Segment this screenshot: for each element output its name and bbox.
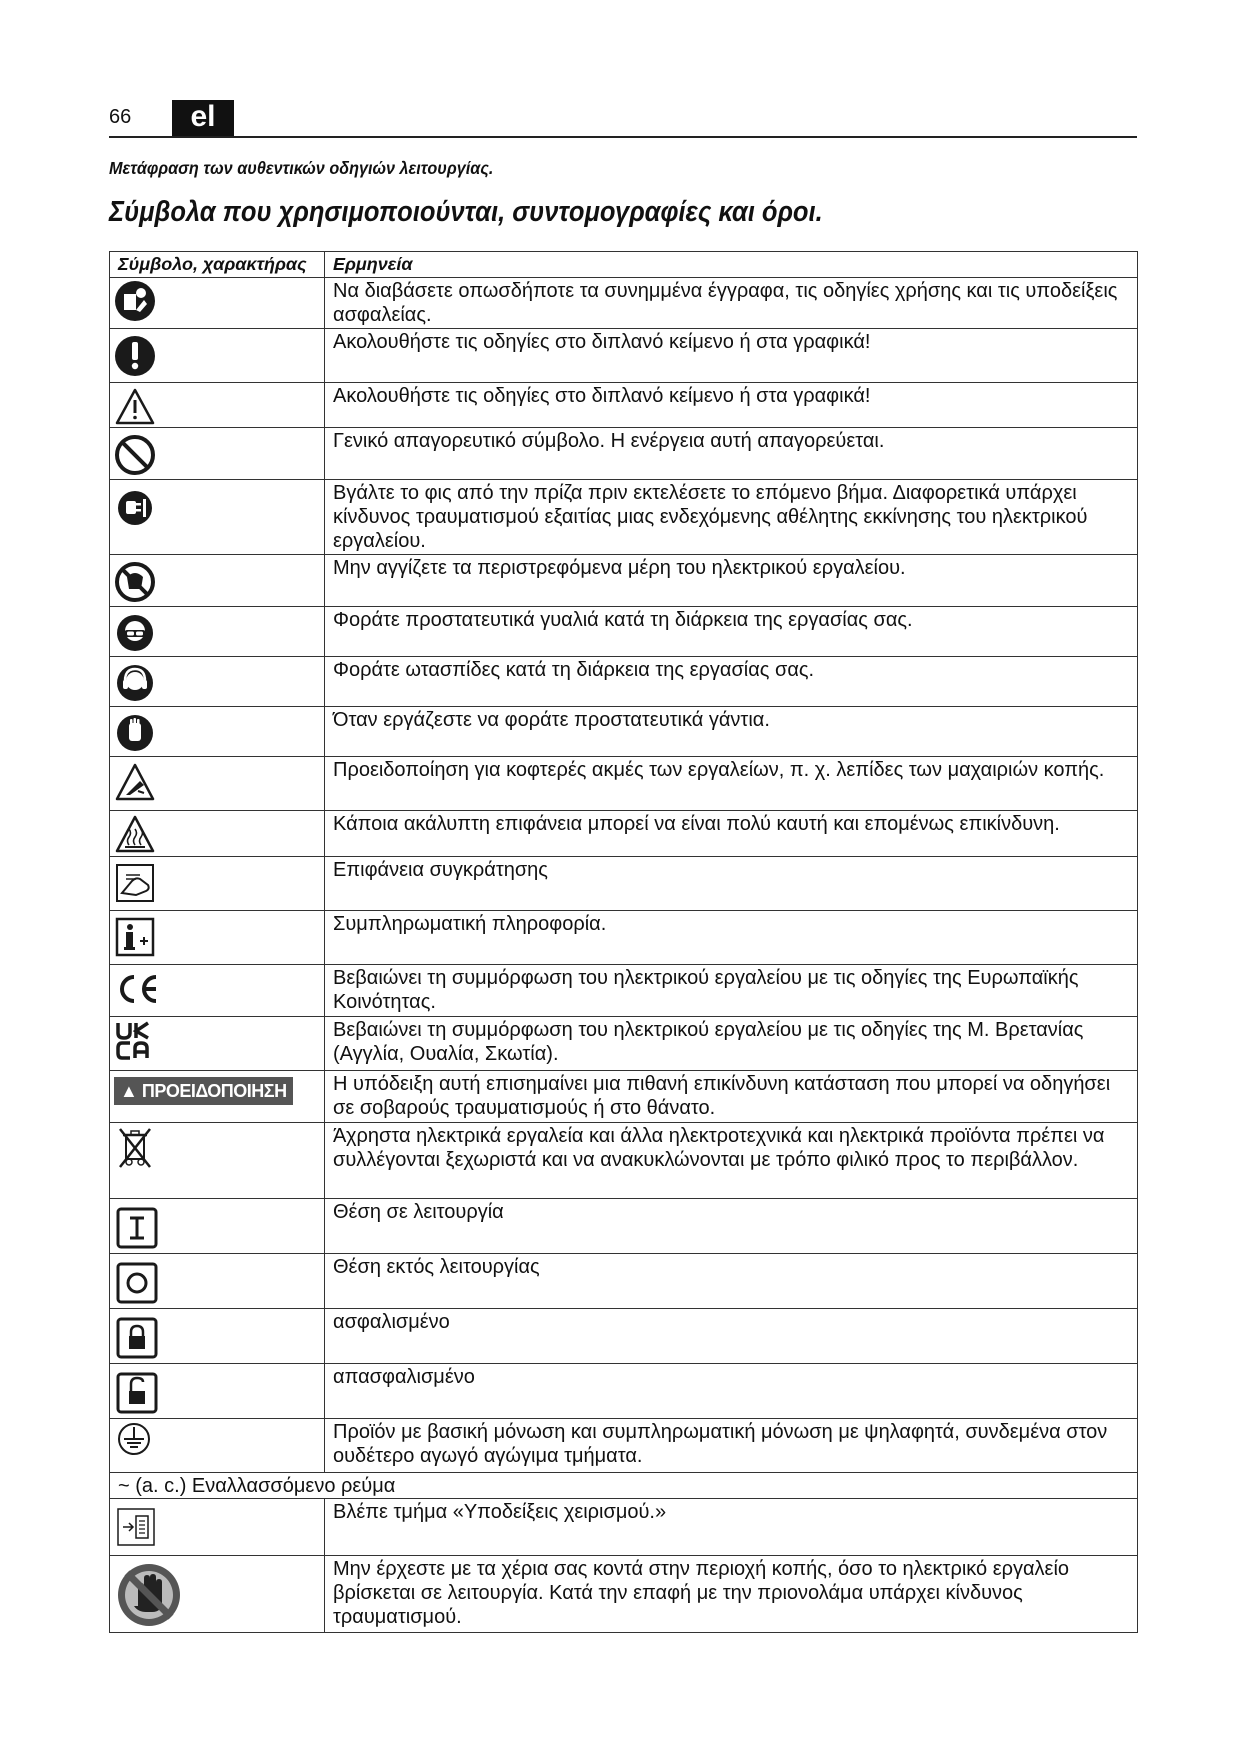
row-text: Όταν εργάζεστε να φοράτε προστατευτικά γάντια.	[325, 707, 1138, 757]
warning-triangle-icon	[110, 383, 325, 428]
symbols-table	[109, 251, 1138, 1633]
row-text: Επιφάνεια συγκράτησης	[325, 857, 1138, 911]
table-row	[110, 707, 1138, 757]
ukca-mark-icon	[110, 1017, 325, 1071]
row-text: Κάποια ακάλυπτη επιφάνεια μπορεί να είναι πολύ καυτή και επομένως επικίνδυνη.	[325, 811, 1138, 857]
table-row	[110, 811, 1138, 857]
exclamation-circle-icon	[110, 329, 325, 383]
row-text: Θέση εκτός λειτουργίας	[325, 1254, 1138, 1309]
warning-badge-icon	[110, 1071, 325, 1123]
earth-ground-icon	[110, 1419, 325, 1473]
column-header-meaning: Ερμηνεία	[325, 252, 1138, 278]
row-text: Να διαβάσετε οπωσδήποτε τα συνημμένα έγγραφα, τις οδηγίες χρήσης και τις υποδείξεις ασφαλείας.	[325, 278, 1138, 329]
header-rule	[109, 136, 1137, 138]
read-documents-icon	[110, 278, 325, 329]
table-row	[110, 329, 1138, 383]
unlocked-icon	[110, 1364, 325, 1419]
table-row	[110, 1254, 1138, 1309]
power-on-icon	[110, 1199, 325, 1254]
alternating-current-note: ~ (a. c.) Εναλλασσόμενο ρεύμα	[110, 1473, 1138, 1499]
table-row	[110, 1499, 1138, 1556]
row-text: Προϊόν με βασική μόνωση και συμπληρωματική μόνωση με ψηλαφητά, συνδεμένα στον ουδέτερο αγωγό αγώγιμα τμήματα.	[325, 1419, 1138, 1473]
row-text: Μην αγγίζετε τα περιστρεφόμενα μέρη του ηλεκτρικού εργαλείου.	[325, 555, 1138, 607]
table-row	[110, 857, 1138, 911]
weee-bin-icon	[110, 1123, 325, 1199]
row-text: Βεβαιώνει τη συμμόρφωση του ηλεκτρικού εργαλείου με τις οδηγίες της Μ. Βρετανίας (Αγγλία, Ουαλία, Σκωτία).	[325, 1017, 1138, 1071]
row-text: Βεβαιώνει τη συμμόρφωση του ηλεκτρικού εργαλείου με τις οδηγίες της Ευρωπαϊκής Κοινότητας.	[325, 965, 1138, 1017]
power-off-icon	[110, 1254, 325, 1309]
prohibition-icon	[110, 428, 325, 480]
table-row	[110, 1071, 1138, 1123]
language-tab: el	[172, 100, 234, 136]
row-text: Γενικό απαγορευτικό σύμβολο. Η ενέργεια αυτή απαγορεύεται.	[325, 428, 1138, 480]
table-row	[110, 555, 1138, 607]
table-row	[110, 278, 1138, 329]
table-row	[110, 383, 1138, 428]
document-subtitle: Μετάφραση των αυθεντικών οδηγιών λειτουργίας.	[109, 158, 494, 178]
see-section-icon	[110, 1499, 325, 1556]
column-header-symbol: Σύμβολο, χαρακτήρας	[110, 252, 325, 278]
ce-mark-icon	[110, 965, 325, 1017]
row-text: Θέση σε λειτουργία	[325, 1199, 1138, 1254]
table-row	[110, 911, 1138, 965]
row-text: Βλέπε τμήμα «Υποδείξεις χειρισμού.»	[325, 1499, 1138, 1556]
table-header-row	[110, 252, 1138, 278]
sharp-edge-warning-icon	[110, 757, 325, 811]
row-text: Βγάλτε το φις από την πρίζα πριν εκτελέσετε το επόμενο βήμα. Διαφορετικά υπάρχει κίνδυνος τραυματισμού εξαιτίας μιας ενδεχόμενης αθέλητης εκκίνησης του ηλεκτρικού εργαλείου.	[325, 480, 1138, 555]
row-text: Φοράτε προστατευτικά γυαλιά κατά τη διάρκεια της εργασίας σας.	[325, 607, 1138, 657]
table-row	[110, 1364, 1138, 1419]
page-number: 66	[109, 106, 132, 128]
table-row	[110, 1017, 1138, 1071]
unplug-icon	[110, 480, 325, 555]
warning-label: ▲ ΠΡΟΕΙΔΟΠΟΙΗΣΗ	[114, 1077, 293, 1105]
locked-icon	[110, 1309, 325, 1364]
table-row	[110, 1473, 1138, 1499]
table-row	[110, 1123, 1138, 1199]
keep-hands-away-icon	[110, 1556, 325, 1633]
row-text: Μην έρχεστε με τα χέρια σας κοντά στην περιοχή κοπής, όσο το ηλεκτρικό εργαλείο βρίσκεται σε λειτουργία. Κατά την επαφή με την πριονολάμα υπάρχει κίνδυνος τραυματισμού.	[325, 1556, 1138, 1633]
row-text: Η υπόδειξη αυτή επισημαίνει μια πιθανή επικίνδυνη κατάσταση που μπορεί να οδηγήσει σε σοβαρούς τραυματισμούς ή στο θάνατο.	[325, 1071, 1138, 1123]
table-row	[110, 1419, 1138, 1473]
row-text: Συμπληρωματική πληροφορία.	[325, 911, 1138, 965]
table-row	[110, 428, 1138, 480]
table-row	[110, 757, 1138, 811]
table-row	[110, 607, 1138, 657]
table-row	[110, 965, 1138, 1017]
table-row	[110, 657, 1138, 707]
grip-surface-icon	[110, 857, 325, 911]
table-row	[110, 1556, 1138, 1633]
row-text: Φοράτε ωτασπίδες κατά τη διάρκεια της εργασίας σας.	[325, 657, 1138, 707]
table-row	[110, 1309, 1138, 1364]
do-not-touch-rotating-icon	[110, 555, 325, 607]
table-row	[110, 480, 1138, 555]
ear-protection-icon	[110, 657, 325, 707]
row-text: Προειδοποίηση για κοφτερές ακμές των εργαλείων, π. χ. λεπίδες των μαχαιριών κοπής.	[325, 757, 1138, 811]
table-row	[110, 1199, 1138, 1254]
info-plus-icon	[110, 911, 325, 965]
hot-surface-warning-icon	[110, 811, 325, 857]
safety-goggles-icon	[110, 607, 325, 657]
row-text: Ακολουθήστε τις οδηγίες στο διπλανό κείμενο ή στα γραφικά!	[325, 383, 1138, 428]
section-heading: Σύμβολα που χρησιμοποιούνται, συντομογραφίες και όροι.	[109, 196, 823, 228]
row-text: Ακολουθήστε τις οδηγίες στο διπλανό κείμενο ή στα γραφικά!	[325, 329, 1138, 383]
gloves-icon	[110, 707, 325, 757]
row-text: Άχρηστα ηλεκτρικά εργαλεία και άλλα ηλεκτροτεχνικά και ηλεκτρικά προϊόντα πρέπει να συλλέγονται ξεχωριστά και να ανακυκλώνονται με τρόπο φιλικό προς το περιβάλλον.	[325, 1123, 1138, 1199]
row-text: απασφαλισμένο	[325, 1364, 1138, 1419]
row-text: ασφαλισμένο	[325, 1309, 1138, 1364]
